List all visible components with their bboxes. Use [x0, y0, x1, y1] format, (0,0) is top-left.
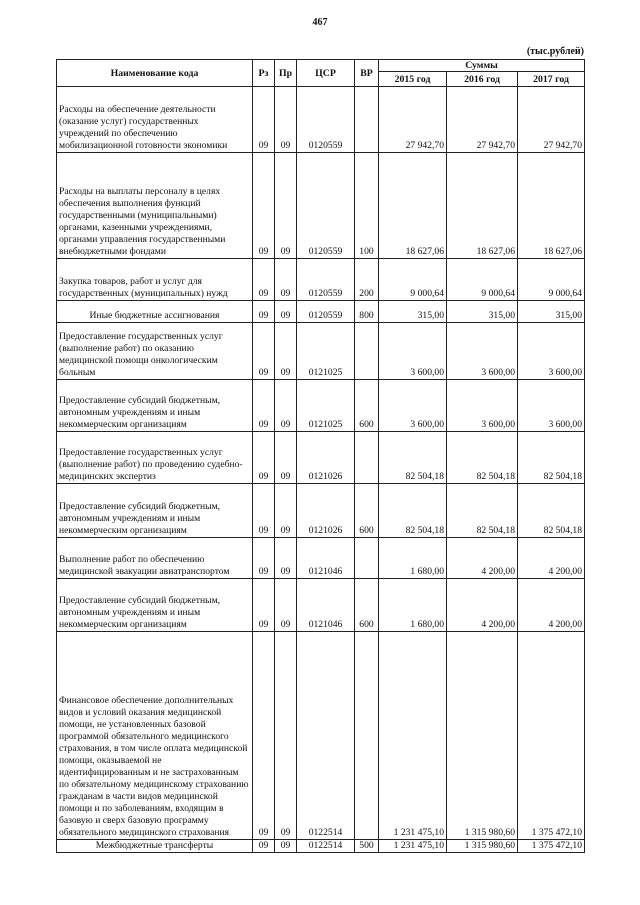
row-2016: 315,00: [447, 301, 518, 323]
row-vr: 100: [355, 153, 379, 259]
row-rz: 09: [253, 538, 275, 579]
header-pr: Пр: [275, 60, 297, 87]
row-csr: 0120559: [297, 153, 355, 259]
header-csr: ЦСР: [297, 60, 355, 87]
row-pr: 09: [275, 323, 297, 380]
row-2016: 82 504,18: [447, 432, 518, 484]
row-rz: 09: [253, 301, 275, 323]
row-csr: 0121026: [297, 484, 355, 538]
table-row: [57, 432, 585, 484]
table-row: [57, 323, 585, 380]
row-2016: 1 315 980,60: [447, 632, 518, 840]
row-name: Расходы на обеспечение деятельности (оказание услуг) государственных учреждений по обеспечению мобилизационной готовности экономики: [57, 87, 253, 153]
row-rz: 09: [253, 259, 275, 301]
row-pr: 09: [275, 87, 297, 153]
row-name: Предоставление субсидий бюджетным, автономным учреждениям и иным некоммерческим организациям: [57, 579, 253, 632]
table-row: [57, 538, 585, 579]
table-row: [57, 153, 585, 259]
row-2017: 9 000,64: [518, 259, 585, 301]
table-row: [57, 632, 585, 840]
row-2015: 18 627,06: [379, 153, 447, 259]
row-csr: 0120559: [297, 259, 355, 301]
row-2015: 315,00: [379, 301, 447, 323]
row-csr: 0122514: [297, 632, 355, 840]
row-name: Предоставление субсидий бюджетным, автономным учреждениям и иным некоммерческим организациям: [57, 380, 253, 432]
row-2015: 82 504,18: [379, 432, 447, 484]
row-pr: 09: [275, 380, 297, 432]
row-rz: 09: [253, 323, 275, 380]
row-2015: 1 231 475,10: [379, 632, 447, 840]
row-2017: 3 600,00: [518, 323, 585, 380]
row-vr: 500: [355, 840, 379, 853]
row-csr: 0121026: [297, 432, 355, 484]
row-2016: 3 600,00: [447, 323, 518, 380]
row-name: Иные бюджетные ассигнования: [57, 301, 253, 323]
table-row: [57, 484, 585, 538]
row-pr: 09: [275, 301, 297, 323]
row-vr: 800: [355, 301, 379, 323]
header-2017: 2017 год: [518, 72, 585, 87]
row-2017: 18 627,06: [518, 153, 585, 259]
row-name: Закупка товаров, работ и услуг для государственных (муниципальных) нужд: [57, 259, 253, 301]
row-2017: 3 600,00: [518, 380, 585, 432]
table-row: [57, 259, 585, 301]
row-csr: 0121025: [297, 380, 355, 432]
row-vr: 600: [355, 579, 379, 632]
row-vr: [355, 323, 379, 380]
row-pr: 09: [275, 579, 297, 632]
row-pr: 09: [275, 840, 297, 853]
row-2017: 1 375 472,10: [518, 632, 585, 840]
row-2015: 27 942,70: [379, 87, 447, 153]
row-2015: 1 231 475,10: [379, 840, 447, 853]
row-2017: 1 375 472,10: [518, 840, 585, 853]
header-sums: Суммы: [379, 60, 585, 72]
header-rz: Рз: [253, 60, 275, 87]
row-rz: 09: [253, 632, 275, 840]
row-name: Финансовое обеспечение дополнительных видов и условий оказания медицинской помощи, не установленных базовой программой обязательного медицинского страхования, в том числе оплата медицинской помощи, оказываемой не идентифицированным и не застрахованным по обязательному медицинскому страхованию гражданам в части видов медицинской помощи и по заболеваниям, входящим в базовую и сверх базовую программу обязательного медицинского страхования: [57, 632, 253, 840]
row-csr: 0122514: [297, 840, 355, 853]
row-2015: 3 600,00: [379, 380, 447, 432]
row-pr: 09: [275, 632, 297, 840]
row-vr: 600: [355, 380, 379, 432]
row-rz: 09: [253, 153, 275, 259]
row-2015: 3 600,00: [379, 323, 447, 380]
row-rz: 09: [253, 484, 275, 538]
table-row: [57, 840, 585, 853]
row-rz: 09: [253, 380, 275, 432]
row-2016: 82 504,18: [447, 484, 518, 538]
table-row: [57, 301, 585, 323]
row-name: Предоставление государственных услуг (выполнение работ) по проведению судебно-медицинских экспертиз: [57, 432, 253, 484]
row-name: Выполнение работ по обеспечению медицинской эвакуации авиатранспортом: [57, 538, 253, 579]
row-pr: 09: [275, 432, 297, 484]
row-pr: 09: [275, 538, 297, 579]
row-2017: 82 504,18: [518, 432, 585, 484]
header-2016: 2016 год: [447, 72, 518, 87]
row-csr: 0121025: [297, 323, 355, 380]
row-2017: 27 942,70: [518, 87, 585, 153]
row-2016: 4 200,00: [447, 579, 518, 632]
row-vr: [355, 632, 379, 840]
row-csr: 0120559: [297, 87, 355, 153]
row-2015: 1 680,00: [379, 538, 447, 579]
table-row: [57, 380, 585, 432]
header-vr: ВР: [355, 60, 379, 87]
row-vr: [355, 538, 379, 579]
row-vr: [355, 87, 379, 153]
row-2016: 18 627,06: [447, 153, 518, 259]
row-name: Предоставление субсидий бюджетным, автономным учреждениям и иным некоммерческим организациям: [57, 484, 253, 538]
row-name: Межбюджетные трансферты: [57, 840, 253, 853]
header-2015: 2015 год: [379, 72, 447, 87]
units-label: (тыс.рублей): [526, 46, 584, 57]
row-name: Предоставление государственных услуг (выполнение работ) по оказанию медицинской помощи онкологическим больным: [57, 323, 253, 380]
row-2017: 4 200,00: [518, 538, 585, 579]
budget-table: [56, 59, 585, 853]
row-name: Расходы на выплаты персоналу в целях обеспечения выполнения функций государственными (муниципальными) органами, казенными учреждениями, органами управления государственными внебюджетными фондами: [57, 153, 253, 259]
row-csr: 0121046: [297, 538, 355, 579]
row-pr: 09: [275, 259, 297, 301]
row-rz: 09: [253, 87, 275, 153]
row-vr: 600: [355, 484, 379, 538]
row-rz: 09: [253, 579, 275, 632]
page-number: 467: [312, 17, 328, 28]
row-2016: 4 200,00: [447, 538, 518, 579]
row-pr: 09: [275, 484, 297, 538]
row-2015: 82 504,18: [379, 484, 447, 538]
row-vr: 200: [355, 259, 379, 301]
row-2016: 1 315 980,60: [447, 840, 518, 853]
row-rz: 09: [253, 432, 275, 484]
table-row: [57, 87, 585, 153]
header-name: Наименование кода: [57, 60, 253, 87]
row-2015: 1 680,00: [379, 579, 447, 632]
row-pr: 09: [275, 153, 297, 259]
table-row: [57, 579, 585, 632]
row-csr: 0121046: [297, 579, 355, 632]
row-2016: 9 000,64: [447, 259, 518, 301]
row-2017: 82 504,18: [518, 484, 585, 538]
row-2017: 4 200,00: [518, 579, 585, 632]
row-2016: 3 600,00: [447, 380, 518, 432]
row-2017: 315,00: [518, 301, 585, 323]
row-csr: 0120559: [297, 301, 355, 323]
row-2016: 27 942,70: [447, 87, 518, 153]
row-2015: 9 000,64: [379, 259, 447, 301]
row-rz: 09: [253, 840, 275, 853]
row-vr: [355, 432, 379, 484]
